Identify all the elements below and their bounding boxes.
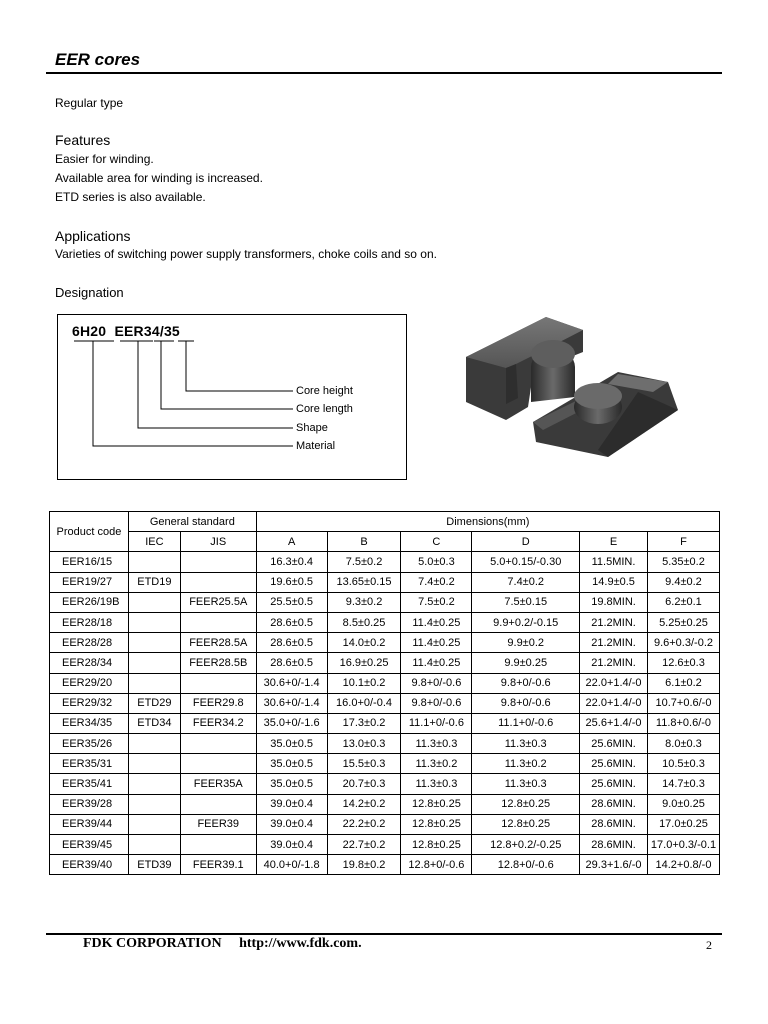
cell-dim-a: 35.0±0.5: [256, 774, 327, 794]
leader-core-length: [161, 341, 293, 409]
cell-dim-a: 35.0±0.5: [256, 754, 327, 774]
page-number: 2: [706, 938, 712, 952]
cell-jis: [180, 835, 256, 855]
cell-jis: FEER28.5B: [180, 653, 256, 673]
cell-dim-e: 21.2MIN.: [580, 633, 648, 653]
label-material: Material: [296, 440, 336, 452]
cell-dim-b: 16.9±0.25: [327, 653, 401, 673]
table-row: [50, 855, 720, 875]
cell-jis: FEER34.2: [180, 713, 256, 733]
footer: [83, 936, 376, 952]
cell-jis: [180, 673, 256, 693]
cell-product-code: EER29/20: [50, 673, 129, 693]
cell-dim-b: 10.1±0.2: [327, 673, 401, 693]
cell-dim-a: 35.0±0.5: [256, 734, 327, 754]
cell-dim-f: 10.7+0.6/-0: [647, 693, 719, 713]
table-row: [50, 633, 720, 653]
cell-dim-e: 22.0+1.4/-0: [580, 693, 648, 713]
cell-product-code: EER16/15: [50, 552, 129, 572]
header-general-standard: General standard: [128, 512, 256, 532]
cell-dim-e: 28.6MIN.: [580, 794, 648, 814]
cell-dim-d: 11.3±0.2: [472, 754, 580, 774]
feature-item: Easier for winding.: [55, 152, 154, 166]
cell-iec: [128, 835, 180, 855]
features-heading: Features: [55, 132, 111, 148]
cell-dim-a: 16.3±0.4: [256, 552, 327, 572]
footer-company: FDK CORPORATION: [83, 936, 222, 951]
cell-dim-e: 25.6MIN.: [580, 734, 648, 754]
cell-jis: FEER25.5A: [180, 592, 256, 612]
cell-jis: FEER28.5A: [180, 633, 256, 653]
cell-dim-d: 12.8+0.2/-0.25: [472, 835, 580, 855]
cell-jis: FEER29.8: [180, 693, 256, 713]
cell-dim-c: 12.8±0.25: [401, 794, 472, 814]
cell-dim-b: 13.65±0.15: [327, 572, 401, 592]
cell-product-code: EER28/34: [50, 653, 129, 673]
table-row: [50, 653, 720, 673]
cell-product-code: EER34/35: [50, 713, 129, 733]
cell-product-code: EER39/40: [50, 855, 129, 875]
cell-iec: ETD19: [128, 572, 180, 592]
table-row: [50, 592, 720, 612]
label-core-length: Core length: [296, 403, 353, 415]
cell-iec: ETD29: [128, 693, 180, 713]
cell-dim-b: 22.7±0.2: [327, 835, 401, 855]
cell-dim-d: 7.4±0.2: [472, 572, 580, 592]
cell-iec: [128, 794, 180, 814]
cell-dim-c: 9.8+0/-0.6: [401, 673, 472, 693]
cell-dim-b: 9.3±0.2: [327, 592, 401, 612]
cell-dim-f: 6.1±0.2: [647, 673, 719, 693]
applications-text: Varieties of switching power supply transformers, choke coils and so on.: [55, 247, 437, 261]
cell-dim-c: 7.4±0.2: [401, 572, 472, 592]
page-title: EER cores: [55, 50, 141, 69]
cell-product-code: EER19/27: [50, 572, 129, 592]
cell-dim-e: 28.6MIN.: [580, 835, 648, 855]
cell-dim-c: 11.3±0.3: [401, 774, 472, 794]
cell-dim-a: 28.6±0.5: [256, 612, 327, 632]
cell-dim-c: 11.4±0.25: [401, 633, 472, 653]
table-row: [50, 734, 720, 754]
designation-leader-lines: [57, 314, 407, 480]
cell-dim-c: 9.8+0/-0.6: [401, 693, 472, 713]
cell-product-code: EER39/28: [50, 794, 129, 814]
table-subheader-row: [50, 532, 720, 552]
feature-item: Available area for winding is increased.: [55, 171, 263, 185]
cell-dim-b: 15.5±0.3: [327, 754, 401, 774]
code-separator: /: [159, 323, 164, 339]
cell-dim-e: 19.8MIN.: [580, 592, 648, 612]
table-row: [50, 835, 720, 855]
cell-dim-a: 30.6+0/-1.4: [256, 673, 327, 693]
cell-dim-e: 14.9±0.5: [580, 572, 648, 592]
cell-dim-a: 28.6±0.5: [256, 653, 327, 673]
cell-jis: [180, 734, 256, 754]
table-row: [50, 713, 720, 733]
cell-product-code: EER29/32: [50, 693, 129, 713]
footer-url: http://www.fdk.com.: [239, 936, 362, 951]
cell-product-code: EER39/44: [50, 814, 129, 834]
leader-core-height: [186, 341, 293, 391]
cell-dim-e: 22.0+1.4/-0: [580, 673, 648, 693]
code-length: 34: [143, 323, 160, 339]
header-a: A: [256, 532, 327, 552]
cell-dim-c: 11.3±0.3: [401, 734, 472, 754]
cell-dim-e: 28.6MIN.: [580, 814, 648, 834]
cell-dim-c: 11.3±0.2: [401, 754, 472, 774]
cell-dim-b: 8.5±0.25: [327, 612, 401, 632]
cell-jis: [180, 794, 256, 814]
dimensions-table: [49, 511, 720, 875]
cell-dim-a: 25.5±0.5: [256, 592, 327, 612]
cell-dim-a: 19.6±0.5: [256, 572, 327, 592]
cell-product-code: EER28/18: [50, 612, 129, 632]
cell-dim-d: 11.3±0.3: [472, 734, 580, 754]
table-header-row: [50, 512, 720, 532]
table-row: [50, 673, 720, 693]
table-row: [50, 774, 720, 794]
cell-dim-f: 6.2±0.1: [647, 592, 719, 612]
cell-dim-f: 11.8+0.6/-0: [647, 713, 719, 733]
cell-iec: ETD34: [128, 713, 180, 733]
cell-dim-c: 11.4±0.25: [401, 653, 472, 673]
cell-iec: [128, 653, 180, 673]
cell-dim-b: 22.2±0.2: [327, 814, 401, 834]
cell-dim-b: 13.0±0.3: [327, 734, 401, 754]
code-material: 6H20: [72, 323, 107, 339]
cell-jis: FEER39.1: [180, 855, 256, 875]
cell-dim-c: 12.8±0.25: [401, 814, 472, 834]
cell-dim-e: 21.2MIN.: [580, 612, 648, 632]
cell-dim-d: 12.8±0.25: [472, 794, 580, 814]
cell-dim-c: 7.5±0.2: [401, 592, 472, 612]
cell-dim-e: 29.3+1.6/-0: [580, 855, 648, 875]
cell-dim-a: 35.0+0/-1.6: [256, 713, 327, 733]
cell-product-code: EER26/19B: [50, 592, 129, 612]
cell-product-code: EER35/31: [50, 754, 129, 774]
cell-product-code: EER35/26: [50, 734, 129, 754]
cell-dim-f: 14.2+0.8/-0: [647, 855, 719, 875]
cell-dim-c: 12.8+0/-0.6: [401, 855, 472, 875]
cell-iec: [128, 612, 180, 632]
features-list: [55, 150, 263, 207]
cell-dim-e: 25.6MIN.: [580, 774, 648, 794]
table-row: [50, 754, 720, 774]
cell-dim-d: 12.8+0/-0.6: [472, 855, 580, 875]
cell-dim-c: 11.4±0.25: [401, 612, 472, 632]
cell-jis: [180, 572, 256, 592]
cell-dim-f: 8.0±0.3: [647, 734, 719, 754]
header-e: E: [580, 532, 648, 552]
cell-iec: [128, 774, 180, 794]
cell-dim-b: 19.8±0.2: [327, 855, 401, 875]
header-b: B: [327, 532, 401, 552]
cell-dim-b: 16.0+0/-0.4: [327, 693, 401, 713]
cell-dim-f: 9.0±0.25: [647, 794, 719, 814]
cell-product-code: EER28/28: [50, 633, 129, 653]
cell-dim-a: 28.6±0.5: [256, 633, 327, 653]
cell-dim-f: 9.6+0.3/-0.2: [647, 633, 719, 653]
cell-iec: [128, 754, 180, 774]
cell-iec: [128, 633, 180, 653]
cell-dim-e: 11.5MIN.: [580, 552, 648, 572]
cell-jis: [180, 612, 256, 632]
subtitle: Regular type: [55, 96, 124, 110]
designation-heading: Designation: [55, 285, 124, 300]
cell-dim-f: 12.6±0.3: [647, 653, 719, 673]
cell-jis: FEER35A: [180, 774, 256, 794]
cell-dim-b: 17.3±0.2: [327, 713, 401, 733]
cell-iec: [128, 814, 180, 834]
cell-dim-d: 11.3±0.3: [472, 774, 580, 794]
table-row: [50, 693, 720, 713]
cell-iec: [128, 734, 180, 754]
cell-dim-c: 12.8±0.25: [401, 835, 472, 855]
cell-dim-d: 9.9±0.25: [472, 653, 580, 673]
cell-dim-b: 20.7±0.3: [327, 774, 401, 794]
footer-rule: [46, 933, 722, 935]
cell-dim-d: 9.9+0.2/-0.15: [472, 612, 580, 632]
cell-dim-d: 7.5±0.15: [472, 592, 580, 612]
cell-dim-e: 21.2MIN.: [580, 653, 648, 673]
cell-jis: [180, 552, 256, 572]
table-row: [50, 794, 720, 814]
header-d: D: [472, 532, 580, 552]
cell-dim-d: 11.1+0/-0.6: [472, 713, 580, 733]
cell-dim-a: 39.0±0.4: [256, 794, 327, 814]
header-jis: JIS: [180, 532, 256, 552]
cell-product-code: EER35/41: [50, 774, 129, 794]
header-iec: IEC: [128, 532, 180, 552]
cell-dim-e: 25.6+1.4/-0: [580, 713, 648, 733]
cell-dim-a: 39.0±0.4: [256, 835, 327, 855]
cell-jis: FEER39: [180, 814, 256, 834]
eer-core-photo: [458, 312, 686, 462]
cell-dim-c: 11.1+0/-0.6: [401, 713, 472, 733]
cell-dim-b: 7.5±0.2: [327, 552, 401, 572]
cell-dim-a: 40.0+0/-1.8: [256, 855, 327, 875]
applications-heading: Applications: [55, 228, 131, 244]
cell-dim-d: 12.8±0.25: [472, 814, 580, 834]
cell-dim-f: 17.0+0.3/-0.1: [647, 835, 719, 855]
cell-dim-a: 30.6+0/-1.4: [256, 693, 327, 713]
header-f: F: [647, 532, 719, 552]
cell-iec: [128, 592, 180, 612]
cell-dim-d: 9.9±0.2: [472, 633, 580, 653]
table-row: [50, 572, 720, 592]
cell-iec: ETD39: [128, 855, 180, 875]
title-rule: [46, 72, 722, 74]
cell-jis: [180, 754, 256, 774]
table-row: [50, 552, 720, 572]
label-shape: Shape: [296, 422, 328, 434]
cell-dim-f: 10.5±0.3: [647, 754, 719, 774]
leader-material: [93, 341, 293, 446]
table-row: [50, 612, 720, 632]
code-height: 35: [163, 323, 180, 339]
header-c: C: [401, 532, 472, 552]
cell-dim-a: 39.0±0.4: [256, 814, 327, 834]
code-shape: EER: [114, 323, 144, 339]
feature-item: ETD series is also available.: [55, 190, 206, 204]
cell-dim-b: 14.2±0.2: [327, 794, 401, 814]
cell-iec: [128, 673, 180, 693]
cell-dim-f: 9.4±0.2: [647, 572, 719, 592]
cell-dim-f: 17.0±0.25: [647, 814, 719, 834]
cell-dim-e: 25.6MIN.: [580, 754, 648, 774]
table-row: [50, 814, 720, 834]
cell-dim-d: 9.8+0/-0.6: [472, 673, 580, 693]
label-core-height: Core height: [296, 385, 353, 397]
cell-iec: [128, 552, 180, 572]
cell-dim-f: 5.25±0.25: [647, 612, 719, 632]
cell-dim-d: 9.8+0/-0.6: [472, 693, 580, 713]
cell-dim-f: 14.7±0.3: [647, 774, 719, 794]
cell-dim-b: 14.0±0.2: [327, 633, 401, 653]
cell-dim-c: 5.0±0.3: [401, 552, 472, 572]
cell-dim-f: 5.35±0.2: [647, 552, 719, 572]
cell-dim-d: 5.0+0.15/-0.30: [472, 552, 580, 572]
header-dimensions: Dimensions(mm): [256, 512, 719, 532]
cell-product-code: EER39/45: [50, 835, 129, 855]
header-product-code: Product code: [50, 512, 129, 552]
